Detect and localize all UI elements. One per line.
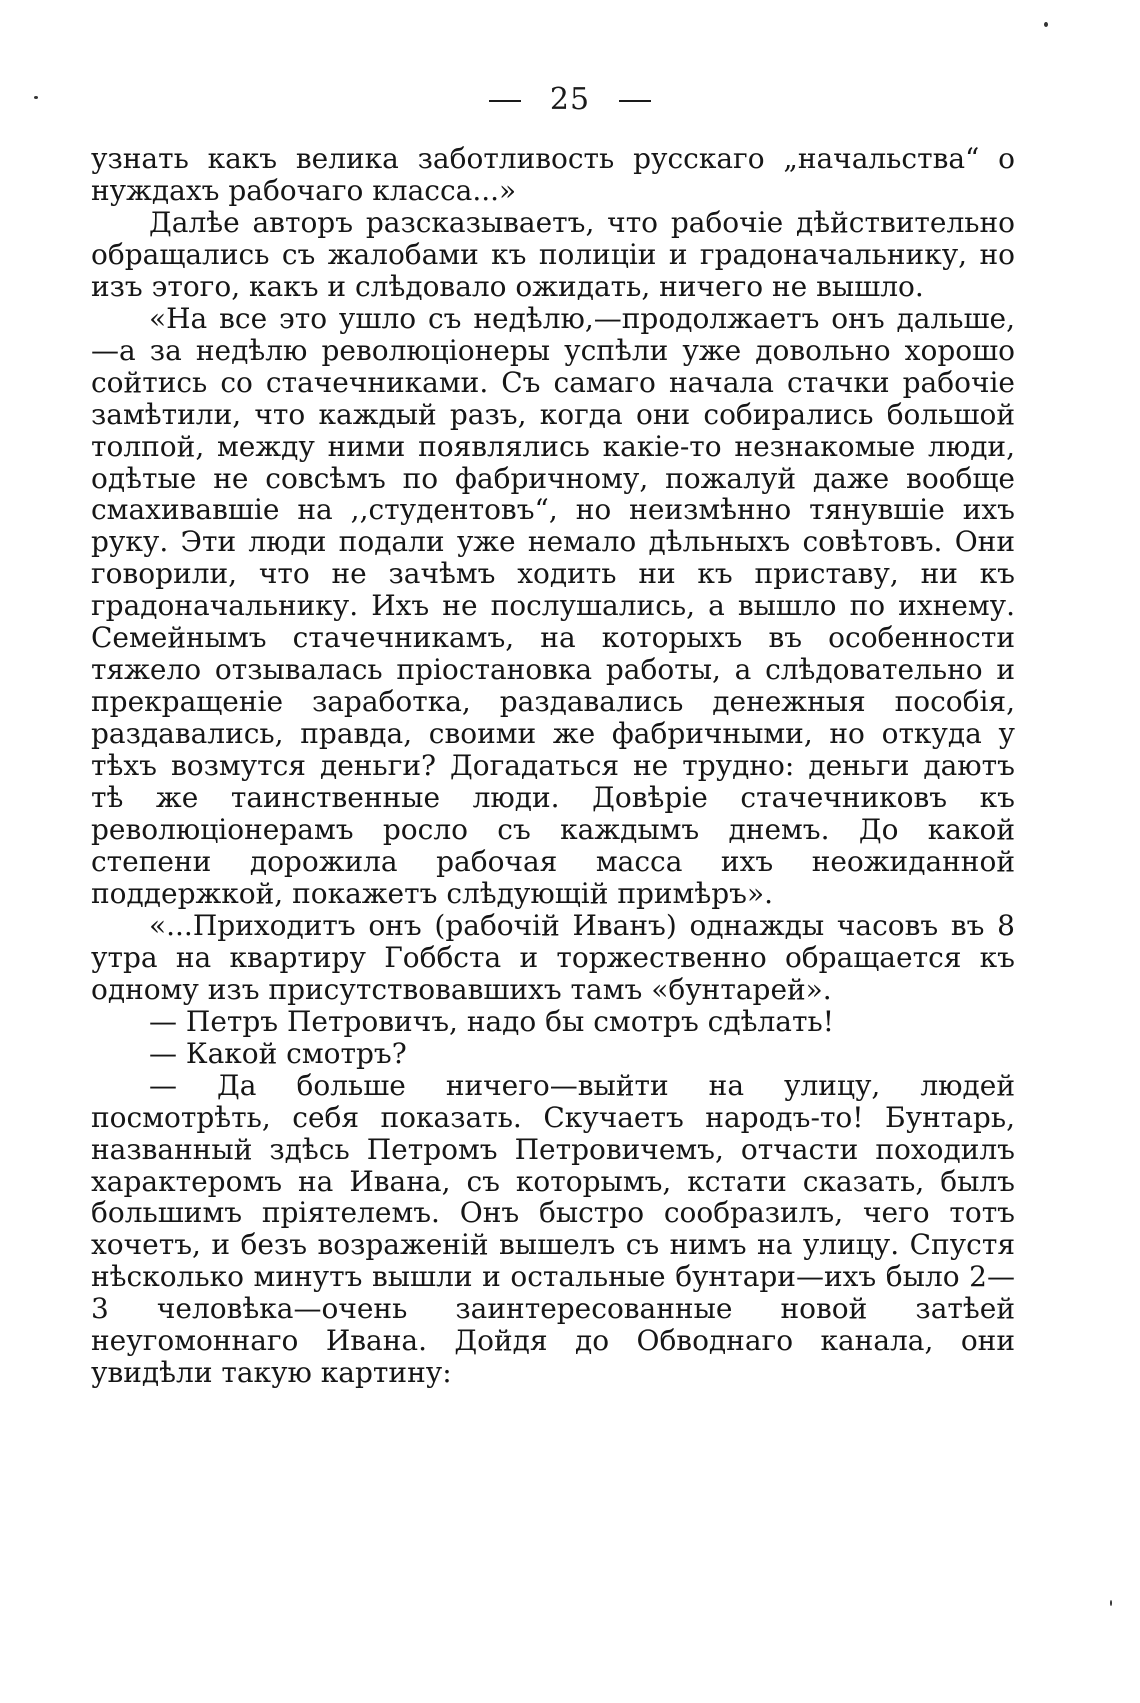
- dialogue-line-2: — Какой смотръ?: [149, 1036, 407, 1070]
- dialogue-line-3: — Да больше ничего—выйти на улицу, людей посмотрѣть, себя показать. Скучаетъ народъ-то! Бунтарь, названный здѣсь Петромъ Петровичемъ, отчасти походилъ характеромъ на Ивана, съ которымъ, кстати сказать, былъ большимъ пріятелемъ. Онъ быстро сообразилъ, чего тотъ хочетъ, и безъ возраженій вышелъ съ нимъ на улицу. Спустя нѣсколько минутъ вышли и остальные бунтари—ихъ было 2—3 человѣка—очень заинтересованные новой затѣей неугомоннаго Ивана. Дойдя до Обводнаго канала, они увидѣли такую картину:: [91, 1068, 1015, 1390]
- page-number-header: [0, 82, 1140, 117]
- ink-speck: [1110, 1600, 1112, 1606]
- dialogue-line-1: — Петръ Петровичъ, надо бы смотръ сдѣлать!: [149, 1004, 834, 1038]
- paragraph-author-narration: Далѣе авторъ разсказываетъ, что рабочіе дѣйствительно обращались съ жалобами къ полиціи и градоначальнику, но изъ этого, какъ и слѣдовало ожидать, ничего не вышло.: [91, 205, 1015, 303]
- header-dash-left: [489, 100, 521, 102]
- body-text: [91, 143, 1015, 1389]
- paragraph-quote-revolutionaries: «На все это ушло съ недѣлю,—продолжаетъ онъ дальше,—а за недѣлю революціонеры успѣли уже довольно хорошо сойтись со стачечниками. Съ самаго начала стачки рабочіе замѣтили, что каждый разъ, когда они собирались большой толпой, между ними появлялись какіе-то незнакомые люди, одѣтые не совсѣмъ по фабричному, пожалуй даже вообще смахивавшіе на ,,студентовъ“, но неизмѣнно тянувшіе ихъ руку. Эти люди подали уже немало дѣльныхъ совѣтовъ. Они говорили, что не зачѣмъ ходить ни къ приставу, ни къ градоначальнику. Ихъ не послушались, а вышло по ихнему. Семейнымъ стачечникамъ, на которыхъ въ особенности тяжело отзывалась пріостановка работы, а слѣдовательно и прекращеніе заработка, раздавались денежныя пособія, раздавались, правда, своими же фабричными, но откуда у тѣхъ возмутся деньги? Догадаться не трудно: деньги даютъ тѣ же таинственные люди. Довѣріе стачечниковъ къ революціонерамъ росло съ каждымъ днемъ. До какой степени дорожила рабочая масса ихъ неожиданной поддержкой, покажетъ слѣдующій примѣръ».: [91, 301, 1015, 910]
- page-number: 25: [549, 82, 591, 117]
- ink-speck: [1044, 22, 1048, 27]
- header-dash-right: [619, 100, 651, 102]
- paragraph-ivan-arrives: «...Приходитъ онъ (рабочій Иванъ) однажды часовъ въ 8 утра на квартиру Гоббста и торжественно обращается къ одному изъ присутствовавшихъ тамъ «бунтарей».: [91, 908, 1015, 1006]
- paragraph-continuation: узнать какъ велика заботливость русскаго „начальства“ о нуждахъ рабочаго класса...»: [91, 142, 1015, 207]
